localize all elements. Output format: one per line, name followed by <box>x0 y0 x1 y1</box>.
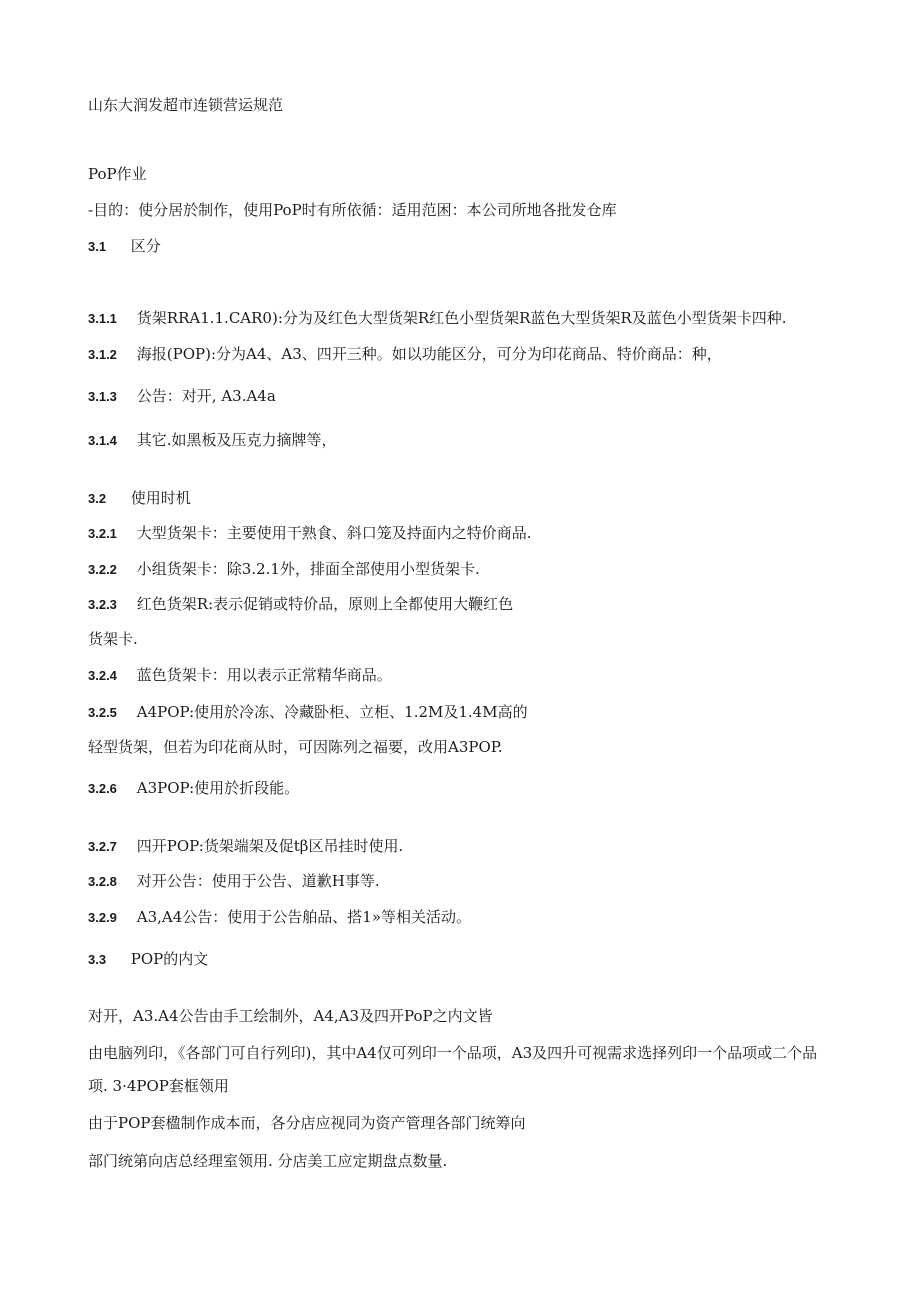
section-text: 区分 <box>130 237 161 255</box>
section-text: 大型货架卡：主要使用干熟食、斜口笼及持面内之特价商品. <box>136 524 532 542</box>
section-number: 3.1 <box>88 239 107 254</box>
heading-3-1 <box>88 236 860 257</box>
section-text: 其它.如黑板及压克力摘牌等， <box>136 431 337 449</box>
item-3-2-3 <box>88 594 860 615</box>
paragraph-line-3: 项. 3·4POP套框领用 <box>88 1077 229 1095</box>
paragraph-line-4: 由于POP套楹制作成本而，各分店应视同为资产管理各部门统筹向 <box>88 1114 526 1132</box>
item-3-2-2 <box>88 559 860 580</box>
paragraph-line-5: 部门统第向店总经理室领用. 分店美工应定期盘点数量. <box>88 1152 448 1170</box>
section-number: 3.2.8 <box>88 874 117 889</box>
item-3-2-3-continuation: 货架卡. <box>88 630 138 648</box>
section-text: 四开POP:货架端架及促tβ区吊挂时使用. <box>136 837 404 855</box>
section-number: 3.2.4 <box>88 668 117 683</box>
item-3-2-4 <box>88 665 860 686</box>
section-number: 3.2.3 <box>88 597 117 612</box>
purpose-line: -目的：使分居於制作，使用PoP时有所依循：适用范困：本公司所地各批发仓库 <box>88 201 617 219</box>
section-text: 对开公告：使用于公告、道歉H事等. <box>136 872 380 890</box>
section-text: 蓝色货架卡：用以表示正常精华商品。 <box>136 666 392 684</box>
section-text: A3POP:使用於折段能。 <box>136 779 300 797</box>
section-number: 3.2.7 <box>88 839 117 854</box>
section-number: 3.3 <box>88 952 107 967</box>
section-text: 使用时机 <box>130 489 191 507</box>
paragraph-line-1: 对开，A3.A4公告由手工绘制外，A4,A3及四开PoP之内文皆 <box>88 1007 493 1025</box>
section-text: 货架RRA1.1.CAR0):分为及红色大型货架R红色小型货架R蓝色大型货架R及蓝色小型货架卡四种. <box>136 309 787 327</box>
item-3-2-1 <box>88 523 860 544</box>
item-3-2-9 <box>88 907 860 928</box>
section-number: 3.2.1 <box>88 526 117 541</box>
item-3-2-5-continuation: 轻型货架，但若为印花商从时，可因陈列之福要，改用A3POP. <box>88 738 503 756</box>
section-text: 海报(POP):分为A4、A3、四开三种。如以功能区分，可分为印花商品、特价商品：种， <box>136 345 722 363</box>
section-number: 3.2.9 <box>88 910 117 925</box>
section-number: 3.2.5 <box>88 705 117 720</box>
paragraph-line-2: 由电脑列印，《各部门可自行列印)，其中A4仅可列印一个品项，A3及四升可视需求选择列印一个品项或二个品 <box>88 1044 818 1062</box>
section-number: 3.2.6 <box>88 781 117 796</box>
heading-3-2 <box>88 488 860 509</box>
section-number: 3.1.4 <box>88 433 117 448</box>
heading-3-3 <box>88 949 860 970</box>
section-text: 公告：对开, A3.A4a <box>136 387 276 405</box>
section-text: 小组货架卡：除3.2.1外，排面全部使用小型货架卡. <box>136 560 480 578</box>
section-number: 3.1.3 <box>88 389 117 404</box>
section-number: 3.1.1 <box>88 311 117 326</box>
item-3-2-6 <box>88 778 860 799</box>
item-3-1-3 <box>88 386 860 407</box>
section-number: 3.1.2 <box>88 347 117 362</box>
item-3-1-4 <box>88 430 860 451</box>
section-text: 红色货架R:表示促销或特价品，原则上全都使用大鞭红色 <box>136 595 514 613</box>
section-text: A3,A4公告：使用于公告舶品、搭1»等相关活动。 <box>136 908 472 926</box>
section-number: 3.2.2 <box>88 562 117 577</box>
item-3-2-7 <box>88 836 860 857</box>
section-text: POP的内文 <box>130 950 209 968</box>
document-title: 山东大润发超市连锁营运规范 <box>88 96 284 114</box>
item-3-1-1 <box>88 308 860 329</box>
section-title: PoP作业 <box>88 165 147 183</box>
item-3-1-2 <box>88 344 860 365</box>
section-text: A4POP:使用於冷冻、冷藏卧柜、立柜、1.2M及1.4M高的 <box>136 703 528 721</box>
item-3-2-8 <box>88 871 860 892</box>
section-number: 3.2 <box>88 491 107 506</box>
item-3-2-5 <box>88 702 860 723</box>
